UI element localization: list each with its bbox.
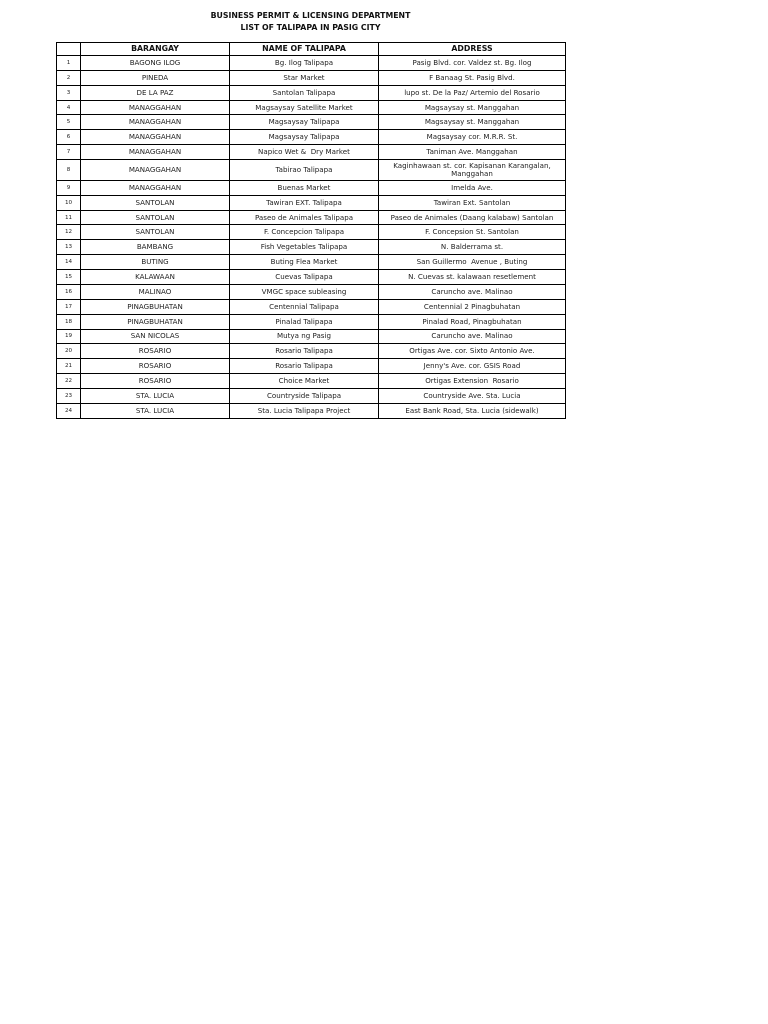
barangay-cell: SANTOLAN — [81, 225, 230, 240]
barangay-cell: MANAGGAHAN — [81, 145, 230, 160]
table-row — [57, 255, 566, 270]
talipapa-name-cell: Countryside Talipapa — [230, 388, 379, 403]
row-number: 12 — [57, 225, 81, 240]
row-number: 14 — [57, 255, 81, 270]
barangay-cell: PINAGBUHATAN — [81, 299, 230, 314]
address-cell: Caruncho ave. Malinao — [379, 329, 566, 344]
address-cell: lupo st. De la Paz/ Artemio del Rosario — [379, 85, 566, 100]
table-row — [57, 145, 566, 160]
list-heading: LIST OF TALIPAPA IN PASIG CITY — [240, 23, 381, 32]
address-cell: Imelda Ave. — [379, 180, 566, 195]
department-heading: BUSINESS PERMIT & LICENSING DEPARTMENT — [210, 11, 411, 20]
barangay-cell: BAMBANG — [81, 240, 230, 255]
row-number: 21 — [57, 359, 81, 374]
address-cell: Pinalad Road, Pinagbuhatan — [379, 314, 566, 329]
address-cell: Taniman Ave. Manggahan — [379, 145, 566, 160]
table-row — [57, 56, 566, 71]
address-cell: Magsaysay st. Manggahan — [379, 100, 566, 115]
table-row — [57, 270, 566, 285]
row-number: 18 — [57, 314, 81, 329]
talipapa-name-cell: Magsaysay Talipapa — [230, 130, 379, 145]
barangay-cell: MANAGGAHAN — [81, 130, 230, 145]
address-cell: F. Concepsion St. Santolan — [379, 225, 566, 240]
address-column-header: ADDRESS — [379, 43, 566, 56]
row-number: 6 — [57, 130, 81, 145]
row-number: 22 — [57, 374, 81, 389]
barangay-cell: MANAGGAHAN — [81, 160, 230, 181]
talipapa-name-cell: Rosario Talipapa — [230, 344, 379, 359]
address-cell: Tawiran Ext. Santolan — [379, 195, 566, 210]
talipapa-name-cell: Cuevas Talipapa — [230, 270, 379, 285]
number-column-header — [57, 43, 81, 56]
talipapa-name-cell: Sta. Lucia Talipapa Project — [230, 403, 379, 418]
table-row — [57, 359, 566, 374]
table-row — [57, 100, 566, 115]
barangay-cell: STA. LUCIA — [81, 388, 230, 403]
talipapa-name-cell: Tabirao Talipapa — [230, 160, 379, 181]
talipapa-name-cell: Mutya ng Pasig — [230, 329, 379, 344]
talipapa-name-cell: Buting Flea Market — [230, 255, 379, 270]
table-row — [57, 210, 566, 225]
address-cell: N. Balderrama st. — [379, 240, 566, 255]
barangay-cell: ROSARIO — [81, 374, 230, 389]
row-number: 8 — [57, 160, 81, 181]
address-cell: San Guillermo Avenue , Buting — [379, 255, 566, 270]
table-row — [57, 130, 566, 145]
address-cell: East Bank Road, Sta. Lucia (sidewalk) — [379, 403, 566, 418]
barangay-cell: PINAGBUHATAN — [81, 314, 230, 329]
table-row — [57, 70, 566, 85]
address-cell: Ortigas Extension Rosario — [379, 374, 566, 389]
address-cell: Caruncho ave. Malinao — [379, 284, 566, 299]
table-row — [57, 329, 566, 344]
barangay-cell: MANAGGAHAN — [81, 115, 230, 130]
document-title — [56, 10, 565, 34]
talipapa-name-cell: Napico Wet & Dry Market — [230, 145, 379, 160]
barangay-cell: SAN NICOLAS — [81, 329, 230, 344]
talipapa-name-cell: Pinalad Talipapa — [230, 314, 379, 329]
address-cell: Ortigas Ave. cor. Sixto Antonio Ave. — [379, 344, 566, 359]
row-number: 13 — [57, 240, 81, 255]
table-row — [57, 195, 566, 210]
talipapa-name-cell: Bg. Ilog Talipapa — [230, 56, 379, 71]
row-number: 16 — [57, 284, 81, 299]
table-row — [57, 240, 566, 255]
talipapa-name-cell: Star Market — [230, 70, 379, 85]
address-cell: Pasig Blvd. cor. Valdez st. Bg. Ilog — [379, 56, 566, 71]
row-number: 24 — [57, 403, 81, 418]
talipapa-name-cell: Buenas Market — [230, 180, 379, 195]
row-number: 2 — [57, 70, 81, 85]
barangay-cell: KALAWAAN — [81, 270, 230, 285]
row-number: 9 — [57, 180, 81, 195]
barangay-cell: ROSARIO — [81, 344, 230, 359]
row-number: 5 — [57, 115, 81, 130]
address-cell: Jenny's Ave. cor. GSIS Road — [379, 359, 566, 374]
address-cell: Magsaysay cor. M.R.R. St. — [379, 130, 566, 145]
talipapa-name-cell: Choice Market — [230, 374, 379, 389]
barangay-cell: STA. LUCIA — [81, 403, 230, 418]
talipapa-name-cell: Centennial Talipapa — [230, 299, 379, 314]
row-number: 1 — [57, 56, 81, 71]
barangay-column-header: BARANGAY — [81, 43, 230, 56]
name-column-header: NAME OF TALIPAPA — [230, 43, 379, 56]
talipapa-name-cell: Santolan Talipapa — [230, 85, 379, 100]
talipapa-name-cell: Magsaysay Talipapa — [230, 115, 379, 130]
row-number: 4 — [57, 100, 81, 115]
row-number: 19 — [57, 329, 81, 344]
table-row — [57, 284, 566, 299]
talipapa-name-cell: Fish Vegetables Talipapa — [230, 240, 379, 255]
talipapa-name-cell: F. Concepcion Talipapa — [230, 225, 379, 240]
address-cell: Countryside Ave. Sta. Lucia — [379, 388, 566, 403]
table-header-row — [57, 43, 566, 56]
table-row — [57, 160, 566, 181]
talipapa-name-cell: Rosario Talipapa — [230, 359, 379, 374]
address-cell: N. Cuevas st. kalawaan resetlement — [379, 270, 566, 285]
table-row — [57, 374, 566, 389]
address-cell: Paseo de Animales (Daang kalabaw) Santolan — [379, 210, 566, 225]
row-number: 11 — [57, 210, 81, 225]
table-row — [57, 344, 566, 359]
barangay-cell: MALINAO — [81, 284, 230, 299]
table-row — [57, 180, 566, 195]
row-number: 20 — [57, 344, 81, 359]
barangay-cell: PINEDA — [81, 70, 230, 85]
row-number: 23 — [57, 388, 81, 403]
talipapa-name-cell: Paseo de Animales Talipapa — [230, 210, 379, 225]
row-number: 7 — [57, 145, 81, 160]
barangay-cell: SANTOLAN — [81, 195, 230, 210]
barangay-cell: BUTING — [81, 255, 230, 270]
talipapa-name-cell: VMGC space subleasing — [230, 284, 379, 299]
address-cell: F Banaag St. Pasig Blvd. — [379, 70, 566, 85]
table-row — [57, 299, 566, 314]
talipapa-name-cell: Tawiran EXT. Talipapa — [230, 195, 379, 210]
barangay-cell: BAGONG ILOG — [81, 56, 230, 71]
barangay-cell: MANAGGAHAN — [81, 100, 230, 115]
table-row — [57, 403, 566, 418]
talipapa-table — [56, 42, 566, 419]
barangay-cell: MANAGGAHAN — [81, 180, 230, 195]
table-row — [57, 85, 566, 100]
barangay-cell: ROSARIO — [81, 359, 230, 374]
barangay-cell: SANTOLAN — [81, 210, 230, 225]
barangay-cell: DE LA PAZ — [81, 85, 230, 100]
table-row — [57, 388, 566, 403]
talipapa-name-cell: Magsaysay Satellite Market — [230, 100, 379, 115]
row-number: 3 — [57, 85, 81, 100]
row-number: 15 — [57, 270, 81, 285]
table-row — [57, 115, 566, 130]
row-number: 17 — [57, 299, 81, 314]
table-row — [57, 225, 566, 240]
address-cell: Magsaysay st. Manggahan — [379, 115, 566, 130]
row-number: 10 — [57, 195, 81, 210]
address-cell: Kaginhawaan st. cor. Kapisanan Karangalan, Manggahan — [379, 160, 566, 181]
address-cell: Centennial 2 Pinagbuhatan — [379, 299, 566, 314]
table-row — [57, 314, 566, 329]
